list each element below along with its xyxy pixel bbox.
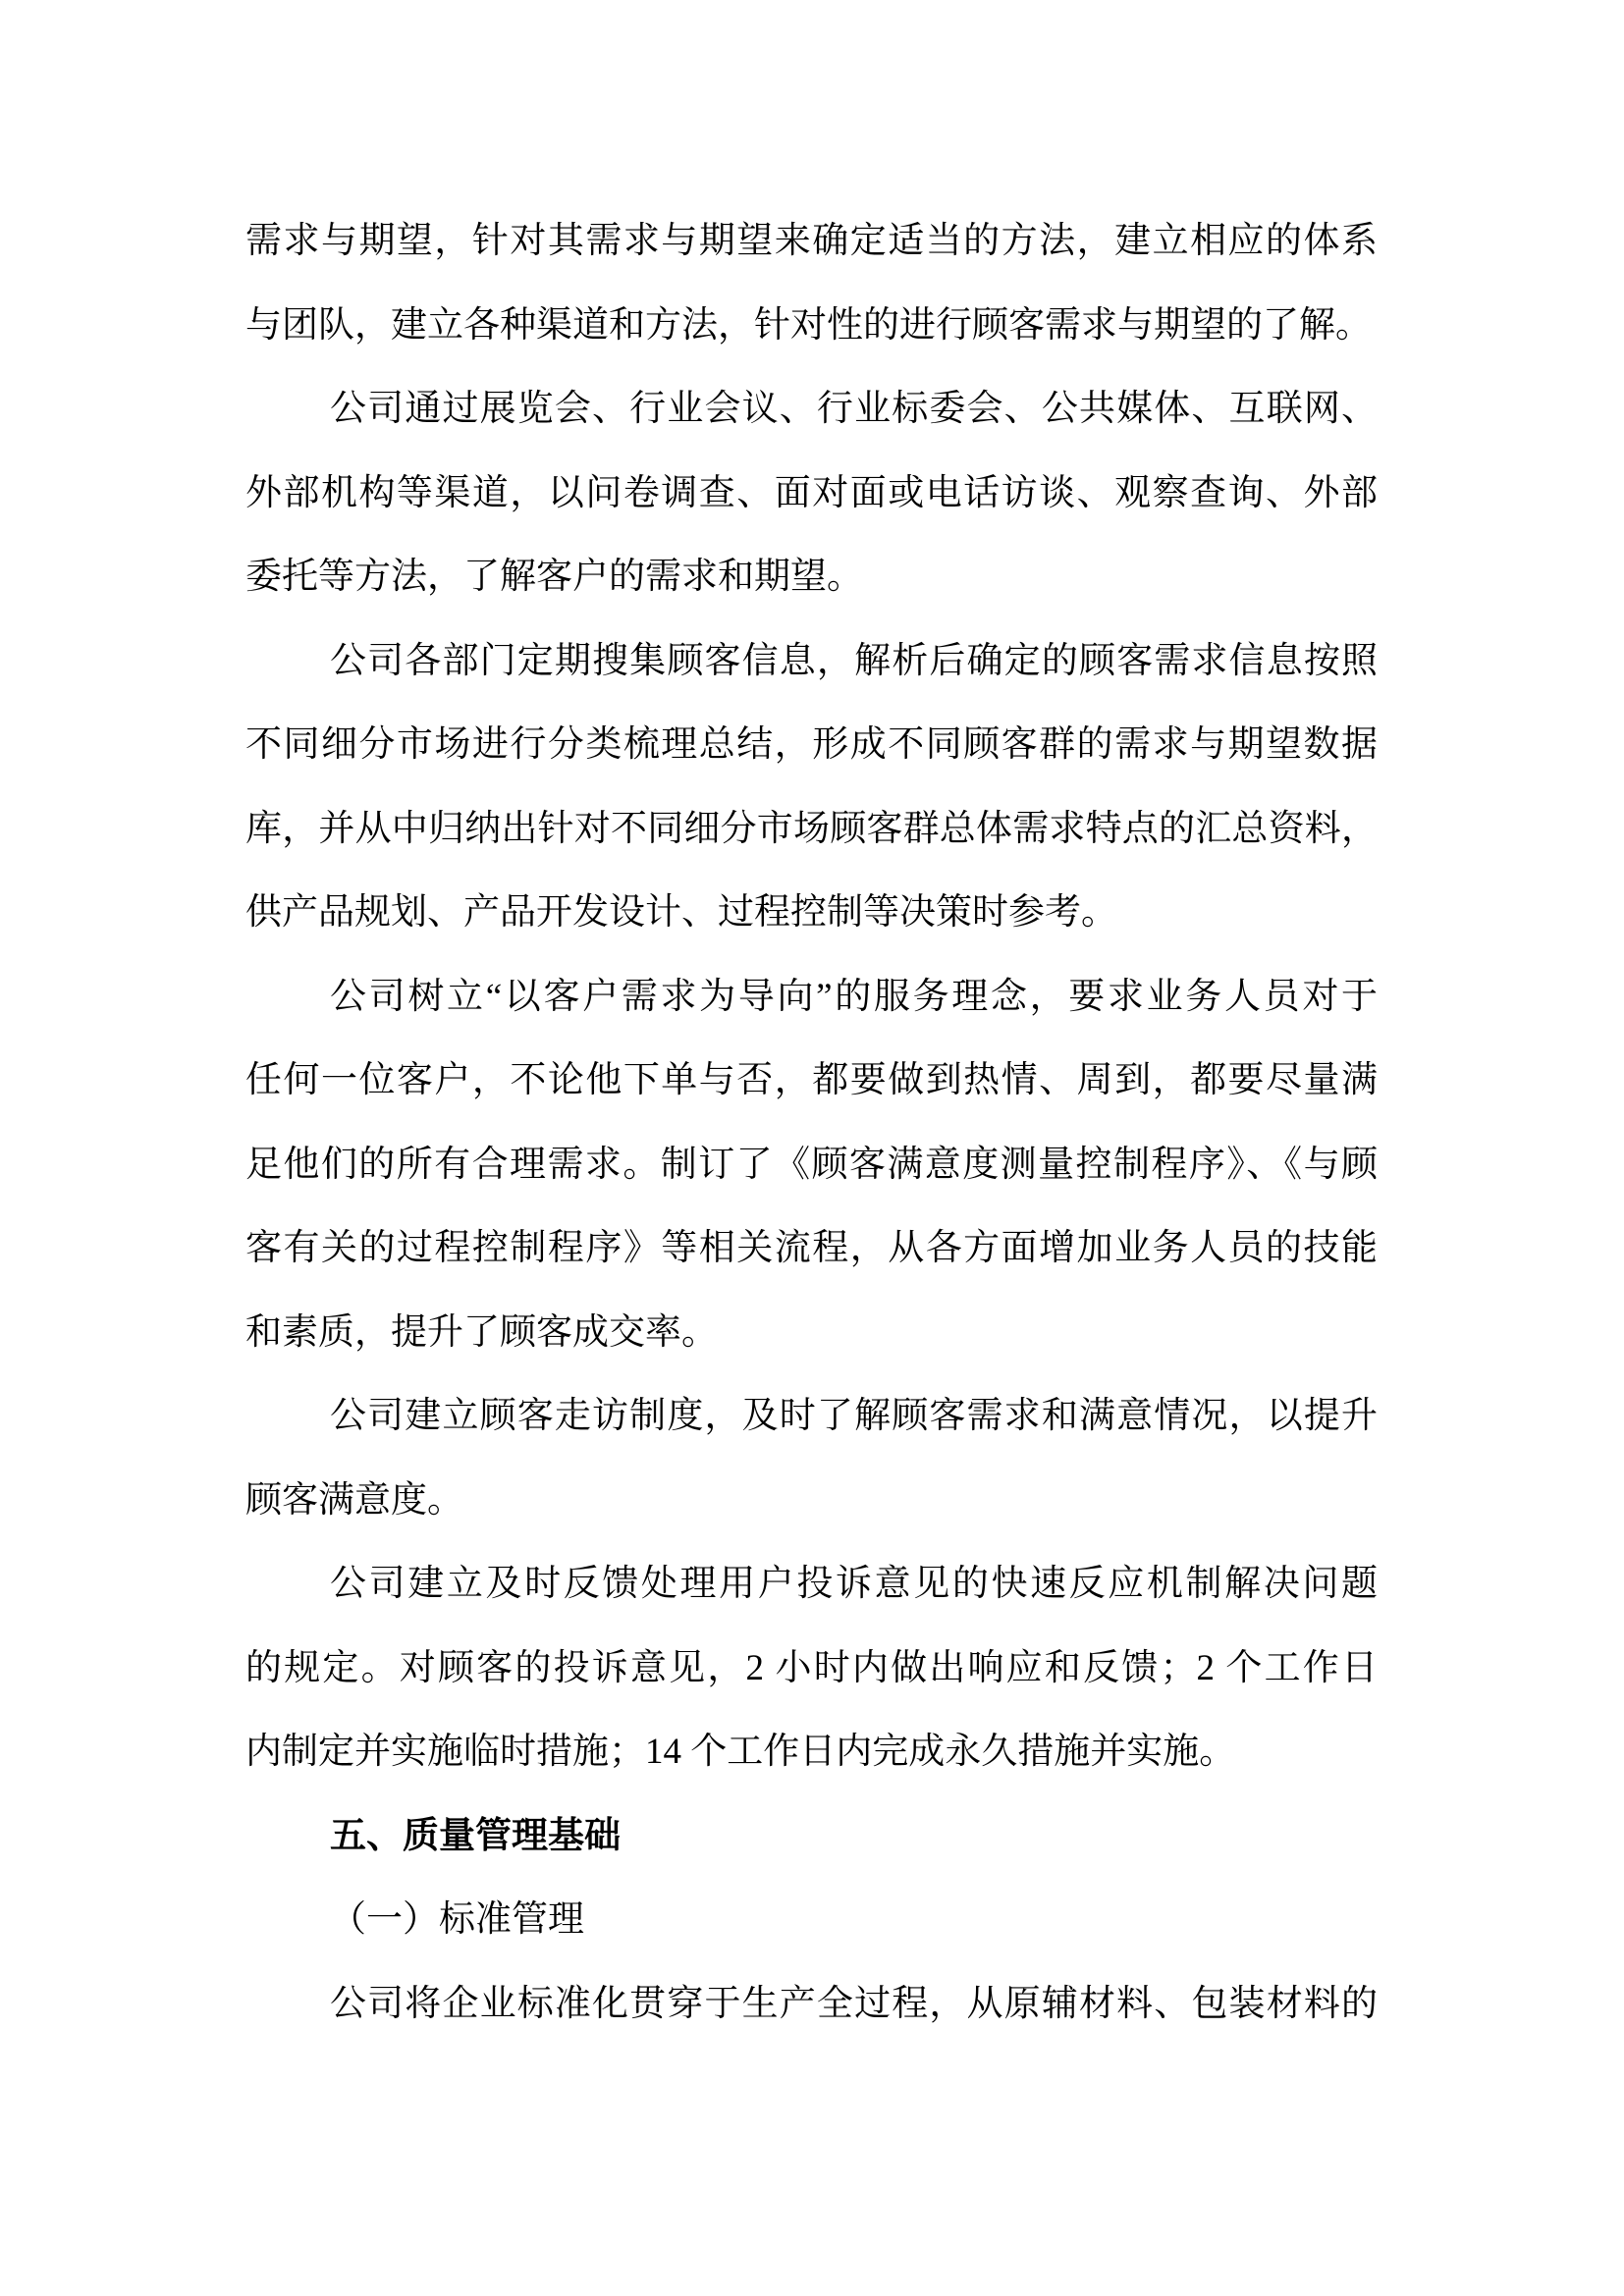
body-line: 足他们的所有合理需求。制订了《顾客满意度测量控制程序》、《与顾	[245, 1144, 1378, 1185]
body-line: 公司各部门定期搜集顾客信息，解析后确定的顾客需求信息按照	[330, 640, 1378, 681]
section-heading: 五、质量管理基础	[330, 1815, 621, 1856]
body-line: 外部机构等渠道，以问卷调查、面对面或电话访谈、观察查询、外部	[245, 472, 1378, 513]
body-line: 任何一位客户，不论他下单与否，都要做到热情、周到，都要尽量满	[245, 1060, 1378, 1100]
body-line: 公司建立及时反馈处理用户投诉意见的快速反应机制解决问题	[330, 1564, 1378, 1604]
body-line: 不同细分市场进行分类梳理总结，形成不同顾客群的需求与期望数据	[245, 724, 1378, 765]
body-line: 委托等方法，了解客户的需求和期望。	[245, 557, 863, 597]
body-line: 供产品规划、产品开发设计、过程控制等决策时参考。	[245, 892, 1117, 933]
body-line: 公司将企业标准化贯穿于生产全过程，从原辅材料、包装材料的	[330, 1983, 1378, 2024]
subsection-heading: （一）标准管理	[330, 1899, 584, 1940]
body-line: 库，并从中归纳出针对不同细分市场顾客群总体需求特点的汇总资料，	[245, 808, 1378, 849]
body-line: 需求与期望，针对其需求与期望来确定适当的方法，建立相应的体系	[245, 221, 1378, 261]
body-line: 和素质，提升了顾客成交率。	[245, 1311, 718, 1353]
body-line: 公司建立顾客走访制度，及时了解顾客需求和满意情况，以提升	[330, 1396, 1378, 1436]
body-line: 公司通过展览会、行业会议、行业标委会、公共媒体、互联网、	[330, 389, 1378, 429]
body-line: 客有关的过程控制程序》等相关流程，从各方面增加业务人员的技能	[245, 1228, 1378, 1268]
body-line: 内制定并实施临时措施；14 个工作日内完成永久措施并实施。	[245, 1732, 1236, 1772]
body-line: 公司树立“以客户需求为导向”的服务理念，要求业务人员对于	[330, 976, 1378, 1017]
body-line: 顾客满意度。	[245, 1479, 463, 1521]
body-line: 的规定。对顾客的投诉意见，2 小时内做出响应和反馈；2 个工作日	[245, 1647, 1378, 1688]
body-line: 与团队，建立各种渠道和方法，针对性的进行顾客需求与期望的了解。	[245, 304, 1372, 346]
